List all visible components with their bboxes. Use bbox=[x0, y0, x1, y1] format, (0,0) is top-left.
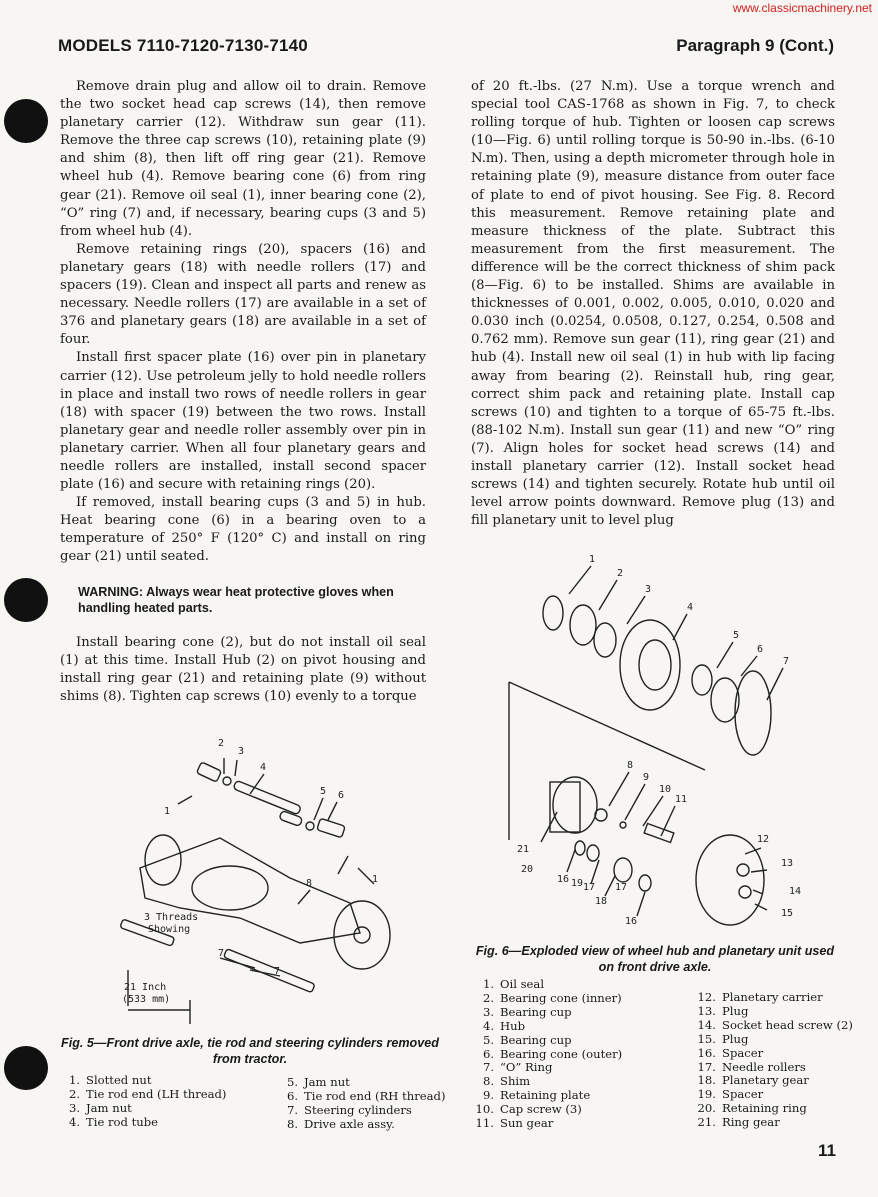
fig5-callout-1b: 1 bbox=[372, 874, 379, 885]
fig6-callout-21: 21 bbox=[517, 844, 530, 855]
fig6-callout-16: 16 bbox=[625, 916, 638, 927]
legend-item: 4. Tie rod tube bbox=[68, 1114, 159, 1129]
oil-seal bbox=[543, 596, 563, 630]
retaining-ring bbox=[575, 841, 585, 855]
fig6-caption: Fig. 6—Exploded view of wheel hub and planetary unit used on front drive axle. bbox=[475, 944, 835, 974]
fig6-callout-6: 6 bbox=[757, 644, 764, 655]
paragraph: of 20 ft.-lbs. (27 N.m). Use a torque wrench and special tool CAS-1768 as shown in Fig. 7, to check rolling torque of hub. Tighten or loosen cap screws (10—Fig. 6) until rolling torque is 50-90 in.-lbs. (6-10 N.m). Then, using a depth micrometer through hole in retaining plate (9), measure distance from outer face of plate to end of pivot housing. See Fig. 8. Record this measurement. Remove retaining plate and measure thickness of the plate. Subtract this measurement from the first measurement. The difference will be the correct thickness of shim pack (8—Fig. 6) to be installed. Shims are available in thicknesses of 0.001, 0.002, 0.005, 0.010, 0.020 and 0.030 inch (0.0254, 0.0508, 0.127, 0.254, 0.508 and 0.762 mm). Remove sun gear (11), ring gear (21) and hub (4). Install new oil seal (1) in hub with lip facing away from bearing (2). Reinstall hub, ring gear, correct shim pack and retaining plate. Install cap screws (10) and tighten to a torque of 65-75 ft.-lbs. (88-102 N.m). Install sun gear (11) and new “O” ring (7). Align holes for socket head screws (14) and install planetary carrier (12). Install socket head screws (14) and tighten securely. Rotate hub until oil level arrow points downward. Remove plug (13) and fill planetary unit to level plug bbox=[471, 79, 835, 529]
note-showing: Showing bbox=[148, 924, 191, 935]
cap-screw bbox=[620, 822, 626, 828]
page-header-models: MODELS 7110-7120-7130-7140 bbox=[58, 36, 308, 55]
fig5-callout-5: 5 bbox=[320, 786, 327, 797]
fig6-callout-9: 9 bbox=[643, 772, 650, 783]
legend-item: 2. Bearing cone (inner) bbox=[482, 990, 622, 1005]
shim bbox=[595, 809, 607, 821]
fig6-callout-16b: 16 bbox=[557, 874, 570, 885]
fig5-callout-3: 3 bbox=[238, 746, 245, 757]
jam-nut bbox=[223, 777, 231, 785]
legend-item: 7. “O” Ring bbox=[482, 1060, 553, 1075]
page-number: 11 bbox=[818, 1141, 836, 1160]
fig6-callout-17b: 17 bbox=[615, 882, 628, 893]
fig6-callout-2: 2 bbox=[617, 568, 624, 579]
paragraph: Remove retaining rings (20), spacers (16) and planetary gears (18) with needle rollers (17) and spacers (19). Clean and inspect all parts and renew as necessary. Needle rollers (17) are available in a set of 376 and planetary gears (18) are available in a set of four. bbox=[60, 241, 426, 348]
legend-item: 1. Oil seal bbox=[482, 977, 545, 991]
carrier-hole bbox=[737, 864, 749, 876]
legend-item: 6. Tie rod end (RH thread) bbox=[286, 1088, 446, 1103]
planetary-gear bbox=[614, 858, 632, 882]
fig6-callout-13: 13 bbox=[781, 858, 794, 869]
fig5-callout-4: 4 bbox=[260, 762, 267, 773]
right-hub bbox=[334, 901, 390, 969]
binder-hole bbox=[4, 578, 48, 622]
legend-item: 20. Retaining ring bbox=[697, 1101, 807, 1116]
bearing-cup bbox=[594, 623, 616, 657]
fig6-callout-17: 17 bbox=[583, 882, 596, 893]
fig6-callout-12: 12 bbox=[757, 834, 770, 845]
tie-rod-tube bbox=[233, 780, 301, 815]
tie-rod-end-right bbox=[317, 818, 345, 837]
legend-item: 12. Planetary carrier bbox=[697, 990, 823, 1004]
fig6-callout-19: 19 bbox=[571, 878, 584, 889]
legend-item: 16. Spacer bbox=[697, 1045, 764, 1060]
note-mm: (533 mm) bbox=[122, 994, 171, 1005]
legend-item: 19. Spacer bbox=[697, 1087, 764, 1102]
page-header-paragraph: Paragraph 9 (Cont.) bbox=[676, 36, 834, 55]
note-inch: 21 Inch bbox=[124, 982, 167, 993]
spacer bbox=[587, 845, 599, 861]
legend-item: 9. Retaining plate bbox=[482, 1088, 591, 1103]
tie-rod-end-left bbox=[196, 762, 221, 782]
column-left-continued bbox=[60, 634, 426, 706]
legend-item: 17. Needle rollers bbox=[697, 1059, 806, 1074]
fig5-callout-2: 2 bbox=[218, 738, 225, 749]
fig6-callout-11: 11 bbox=[675, 794, 688, 805]
paragraph: Remove drain plug and allow oil to drain. Remove the two socket head cap screws (14), then remove planetary carrier (12). Withdraw sun gear (11). Remove the three cap screws (10), retaining plate (9) and shim (8), then lift off ring gear (21). Remove wheel hub (4). Remove bearing cone (6) from ring gear (21). Remove oil seal (1), inner bearing cone (2), “O” ring (7) and, if necessary, bearing cups (3 and 5) from wheel hub (4). bbox=[60, 79, 426, 239]
note-threads: 3 Threads bbox=[144, 912, 199, 923]
fig5-drawing bbox=[100, 738, 445, 1028]
column-left-text bbox=[60, 78, 426, 567]
legend-item: 21. Ring gear bbox=[697, 1115, 780, 1130]
legend-item: 7. Steering cylinders bbox=[286, 1102, 412, 1117]
fig6-callout-20: 20 bbox=[521, 864, 534, 875]
carrier-hole bbox=[739, 886, 751, 898]
legend-item: 6. Bearing cone (outer) bbox=[482, 1046, 623, 1061]
fig5-callout-8: 8 bbox=[306, 878, 313, 889]
fig5-caption: Fig. 5—Front drive axle, tie rod and steering cylinders removed from tractor. bbox=[61, 1036, 439, 1066]
paragraph: If removed, install bearing cups (3 and 5) in hub. Heat bearing cone (6) in a bearing oven to a temperature of 250° F (120° C) and install on ring gear (21) until seated. bbox=[60, 495, 426, 565]
legend-item: 5. Bearing cup bbox=[482, 1032, 572, 1047]
legend-item: 18. Planetary gear bbox=[697, 1073, 809, 1088]
legend-item: 3. Bearing cup bbox=[482, 1004, 572, 1019]
watermark: www.classicmachinery.net bbox=[732, 1, 872, 15]
legend-item: 14. Socket head screw (2) bbox=[697, 1017, 853, 1032]
legend-item: 5. Jam nut bbox=[286, 1075, 350, 1089]
hub-bore bbox=[639, 640, 671, 690]
o-ring bbox=[735, 671, 771, 755]
fig5-legend-right bbox=[276, 1076, 446, 1132]
fig5-callout-1: 1 bbox=[164, 806, 171, 817]
paragraph: Install first spacer plate (16) over pin in planetary carrier (12). Use petroleum jelly to hold needle rollers in place and install two rows of needle rollers in gear (18) with spacer (19) between the two rows. Install planetary gear and needle roller assembly over pin in planetary carrier. When all four planetary gears and needle rollers are installed, install second spacer plate (16) and secure with retaining rings (20). bbox=[60, 350, 426, 493]
legend-item: 13. Plug bbox=[697, 1003, 749, 1018]
spacer-plate bbox=[639, 875, 651, 891]
legend-item: 8. Drive axle assy. bbox=[286, 1116, 395, 1131]
fig6-legend-left bbox=[472, 978, 622, 1131]
binder-hole bbox=[4, 99, 48, 143]
ring-gear bbox=[553, 777, 597, 833]
fig5-callout-6: 6 bbox=[338, 790, 345, 801]
fig6-callout-10: 10 bbox=[659, 784, 672, 795]
planetary-carrier bbox=[696, 835, 764, 925]
fig6-callout-7: 7 bbox=[783, 656, 790, 667]
jam-nut bbox=[306, 822, 314, 830]
paragraph: Install bearing cone (2), but do not install oil seal (1) at this time. Install Hub (2) on pivot housing and install ring gear (21) and retaining plate (9) without shims (8). Tighten cap screws (10) evenly to a torque bbox=[60, 635, 426, 705]
fig6-callout-14: 14 bbox=[789, 886, 802, 897]
legend-item: 1. Slotted nut bbox=[68, 1073, 152, 1087]
binder-hole bbox=[4, 1046, 48, 1090]
legend-item: 10. Cap screw (3) bbox=[475, 1102, 582, 1117]
sun-gear bbox=[644, 824, 674, 843]
legend-item: 8. Shim bbox=[482, 1074, 531, 1089]
fig6-callout-8: 8 bbox=[627, 760, 634, 771]
fig5-callout-7: 7 bbox=[218, 948, 225, 959]
legend-item: 15. Plug bbox=[697, 1031, 749, 1046]
fig5-legend-left bbox=[58, 1074, 226, 1130]
legend-item: 4. Hub bbox=[482, 1018, 525, 1033]
legend-item: 2. Tie rod end (LH thread) bbox=[68, 1086, 227, 1101]
fig6-callout-3: 3 bbox=[645, 584, 652, 595]
fig6-callout-5: 5 bbox=[733, 630, 740, 641]
hub-center bbox=[354, 927, 370, 943]
legend-item: 3. Jam nut bbox=[68, 1100, 132, 1115]
fig5-callout-7b: 7 bbox=[274, 966, 281, 977]
steering-cylinder-right bbox=[224, 949, 315, 993]
warning-note: WARNING: Always wear heat protective gloves when handling heated parts. bbox=[78, 585, 394, 615]
bearing-cone-inner bbox=[570, 605, 596, 645]
fig6-callout-18: 18 bbox=[595, 896, 608, 907]
legend-item: 11. Sun gear bbox=[475, 1116, 554, 1131]
fig6-callout-1: 1 bbox=[589, 554, 596, 565]
fig6-legend-right bbox=[694, 991, 853, 1130]
fig6-drawing bbox=[505, 550, 835, 935]
differential-housing bbox=[192, 866, 268, 910]
bearing-cup-outer bbox=[692, 665, 712, 695]
fig6-callout-15: 15 bbox=[781, 908, 794, 919]
ring-gear-body bbox=[550, 782, 580, 832]
fig6-callout-4: 4 bbox=[687, 602, 694, 613]
column-right-text bbox=[471, 78, 835, 530]
